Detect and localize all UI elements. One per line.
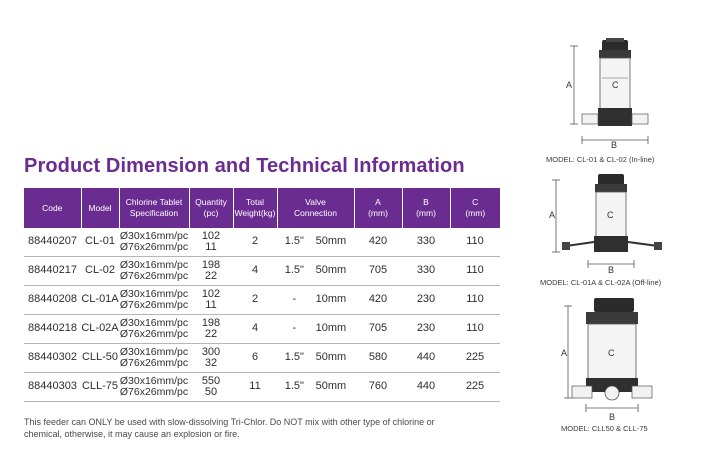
dimension-c-label: C: [607, 210, 614, 220]
cell-quantity: 198 22: [189, 257, 233, 286]
cell-code: 88440208: [24, 286, 81, 315]
dimension-a-label: A: [561, 348, 568, 358]
cell-quantity: 550 50: [189, 373, 233, 402]
cell-a: 420: [354, 228, 402, 257]
cell-valve: 1.5" 50mm: [277, 228, 354, 257]
cell-b: 230: [402, 315, 450, 344]
cll-caption: MODEL: CLL50 & CLL-75: [561, 424, 648, 433]
cell-tablet: Ø30x16mm/pc Ø76x26mm/pc: [119, 315, 189, 344]
dimension-a-label: A: [566, 80, 573, 90]
table-row: [24, 344, 500, 373]
cell-c: 110: [450, 228, 500, 257]
page-title: Product Dimension and Technical Information: [24, 155, 465, 177]
cell-weight: 4: [233, 257, 277, 286]
cell-a: 705: [354, 257, 402, 286]
header-valve: Valve Connection: [277, 188, 354, 228]
table-row: [24, 315, 500, 344]
inline-feeder-diagram: [560, 38, 670, 150]
cell-c: 225: [450, 344, 500, 373]
cell-valve: - 10mm: [277, 315, 354, 344]
cell-weight: 2: [233, 286, 277, 315]
dimension-a-label: A: [549, 210, 556, 220]
cell-c: 110: [450, 257, 500, 286]
cell-quantity: 102 11: [189, 286, 233, 315]
cell-tablet: Ø30x16mm/pc Ø76x26mm/pc: [119, 373, 189, 402]
cell-quantity: 198 22: [189, 315, 233, 344]
cell-model: CLL-75: [81, 373, 119, 402]
cell-valve: 1.5" 50mm: [277, 344, 354, 373]
cell-model: CL-02: [81, 257, 119, 286]
offline-feeder-diagram: [548, 170, 678, 274]
cell-code: 88440217: [24, 257, 81, 286]
table-row: [24, 257, 500, 286]
header-code: Code: [24, 188, 81, 228]
table-row: [24, 286, 500, 315]
cell-tablet: Ø30x16mm/pc Ø76x26mm/pc: [119, 257, 189, 286]
table-row: [24, 228, 500, 257]
cell-weight: 6: [233, 344, 277, 373]
offline-caption: MODEL: CL-01A & CL-02A (Off-line): [540, 278, 662, 287]
dimension-c-label: C: [612, 80, 619, 90]
cell-model: CL-01: [81, 228, 119, 257]
dimension-b-label: B: [611, 140, 618, 150]
cell-b: 230: [402, 286, 450, 315]
header-quantity: Quantity (pc): [189, 188, 233, 228]
safety-footnote: This feeder can ONLY be used with slow-dissolving Tri-Chlor. Do NOT mix with other type of chlorine or chemical, otherwise, it may cause an explosion or fire.: [24, 417, 435, 439]
header-c: C (mm): [450, 188, 500, 228]
header-weight: Total Weight(kg): [233, 188, 277, 228]
cell-tablet: Ø30x16mm/pc Ø76x26mm/pc: [119, 344, 189, 373]
table-row: [24, 373, 500, 402]
spec-table: [24, 188, 500, 402]
cell-code: 88440218: [24, 315, 81, 344]
header-a: A (mm): [354, 188, 402, 228]
cell-code: 88440302: [24, 344, 81, 373]
cell-tablet: Ø30x16mm/pc Ø76x26mm/pc: [119, 228, 189, 257]
inline-caption: MODEL: CL-01 & CL-02 (In-line): [546, 155, 655, 164]
cell-code: 88440207: [24, 228, 81, 257]
cell-c: 110: [450, 286, 500, 315]
table-header-row: [24, 188, 500, 228]
cell-valve: - 10mm: [277, 286, 354, 315]
cell-model: CL-01A: [81, 286, 119, 315]
cell-tablet: Ø30x16mm/pc Ø76x26mm/pc: [119, 286, 189, 315]
cell-weight: 2: [233, 228, 277, 257]
cell-a: 420: [354, 286, 402, 315]
cell-weight: 11: [233, 373, 277, 402]
cell-model: CL-02A: [81, 315, 119, 344]
cell-model: CLL-50: [81, 344, 119, 373]
cell-a: 705: [354, 315, 402, 344]
cell-code: 88440303: [24, 373, 81, 402]
cell-b: 440: [402, 344, 450, 373]
header-tablet: Chlorine Tablet Specification: [119, 188, 189, 228]
cell-c: 225: [450, 373, 500, 402]
cell-quantity: 102 11: [189, 228, 233, 257]
dimension-c-label: C: [608, 348, 615, 358]
header-b: B (mm): [402, 188, 450, 228]
cell-c: 110: [450, 315, 500, 344]
cell-b: 330: [402, 257, 450, 286]
cell-weight: 4: [233, 315, 277, 344]
cell-a: 580: [354, 344, 402, 373]
header-model: Model: [81, 188, 119, 228]
cell-valve: 1.5" 50mm: [277, 373, 354, 402]
dimension-b-label: B: [609, 412, 616, 422]
cell-b: 330: [402, 228, 450, 257]
cell-valve: 1.5" 50mm: [277, 257, 354, 286]
dimension-b-label: B: [608, 265, 615, 274]
cell-b: 440: [402, 373, 450, 402]
cell-a: 760: [354, 373, 402, 402]
cll-feeder-diagram: [558, 294, 668, 422]
cell-quantity: 300 32: [189, 344, 233, 373]
